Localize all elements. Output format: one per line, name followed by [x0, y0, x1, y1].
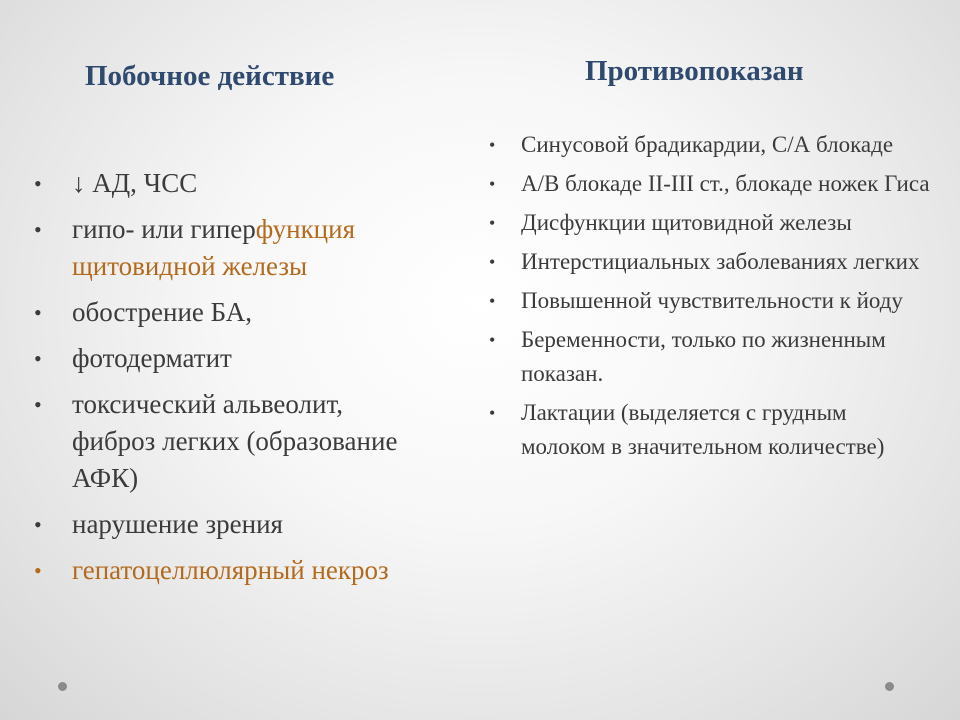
bullet-icon: •	[34, 512, 42, 537]
list-item	[489, 245, 936, 279]
list-item-text: гепатоцеллюлярный некроз	[72, 555, 389, 585]
list-item-highlight-text: функция щитовидной железы	[72, 214, 356, 281]
bullet-icon: •	[489, 330, 496, 350]
list-item	[489, 284, 936, 318]
contraindications-list	[489, 128, 936, 469]
bullet-icon: •	[34, 558, 42, 583]
list-item-text: Синусовой брадикардии, С/А блокаде	[521, 132, 894, 157]
side-effects-list	[34, 165, 432, 598]
list-item	[489, 323, 936, 391]
list-item-text: гипо- или гипер	[72, 214, 256, 244]
list-item-text: А/В блокаде II-III ст., блокаде ножек Гиса	[521, 171, 930, 196]
bullet-icon: •	[34, 392, 42, 417]
side-effects-heading: Побочное действие	[85, 60, 335, 92]
bullet-icon: •	[489, 174, 496, 194]
list-item	[489, 396, 936, 464]
list-item-text: токсический альвеолит, фиброз легких (образование АФК)	[72, 389, 398, 493]
bullet-icon: •	[489, 403, 496, 423]
bullet-icon: •	[489, 213, 496, 233]
bullet-icon: •	[489, 291, 496, 311]
list-item	[489, 206, 936, 240]
list-item	[34, 294, 432, 331]
contraindications-heading: Противопоказан	[585, 55, 804, 87]
bullet-icon: •	[34, 171, 42, 196]
list-item-text: Лактации (выделяется с грудным молоком в значительном количестве)	[521, 400, 885, 459]
list-item	[489, 167, 936, 201]
list-item	[489, 128, 936, 162]
list-item	[34, 165, 432, 202]
slide-dot-right	[885, 682, 894, 691]
list-item	[34, 552, 432, 589]
list-item-text: обострение БА,	[72, 297, 253, 327]
list-item-text: фотодерматит	[72, 343, 232, 373]
list-item	[34, 506, 432, 543]
list-item-text: ↓ АД, ЧСС	[72, 168, 198, 198]
bullet-icon: •	[34, 217, 42, 242]
list-item-text: Дисфункции щитовидной железы	[521, 210, 852, 235]
list-item-text: Повышенной чувствительности к йоду	[521, 288, 903, 313]
list-item	[34, 211, 432, 285]
list-item-text: Беременности, только по жизненным показан.	[521, 327, 886, 386]
bullet-icon: •	[34, 346, 42, 371]
bullet-icon: •	[489, 135, 496, 155]
bullet-icon: •	[489, 252, 496, 272]
slide-dot-left	[58, 682, 67, 691]
list-item	[34, 340, 432, 377]
list-item-text: нарушение зрения	[72, 509, 283, 539]
list-item-text: Интерстициальных заболеваниях легких	[521, 249, 920, 274]
bullet-icon: •	[34, 300, 42, 325]
list-item	[34, 386, 432, 497]
